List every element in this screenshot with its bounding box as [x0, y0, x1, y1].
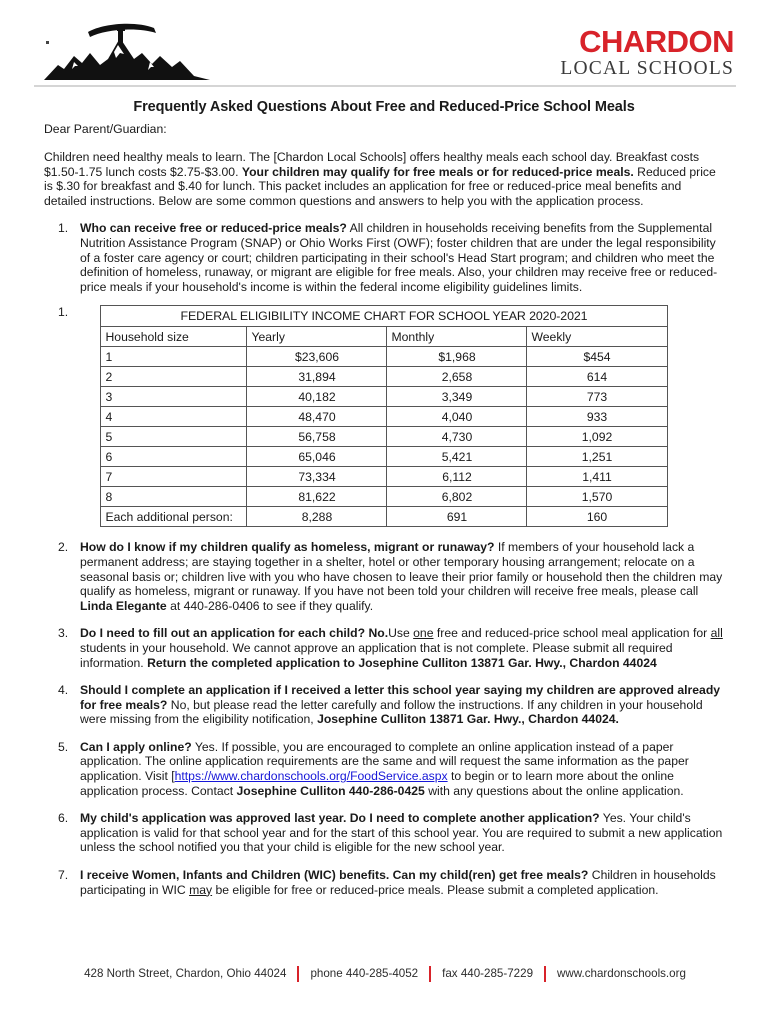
cell-yearly: 40,182 [247, 387, 387, 407]
faq-answer-5b: to begin or to learn more about the online application process. Contact [80, 769, 674, 798]
table-row [101, 407, 667, 427]
table-row [101, 467, 667, 487]
cell-yearly: 48,470 [247, 407, 387, 427]
document-body [0, 99, 770, 897]
cell-weekly: 1,570 [527, 487, 667, 507]
faq-item-2 [44, 540, 724, 613]
footer-fax: fax 440-285-7229 [442, 967, 534, 980]
table-row [101, 507, 667, 527]
cell-weekly: 1,092 [527, 427, 667, 447]
cell-monthly: 691 [387, 507, 527, 527]
faq-answer-3b: free and reduced-price school meal application for [433, 626, 711, 641]
cell-household-size: 3 [101, 387, 247, 407]
table-slot [44, 305, 724, 527]
header-divider [34, 85, 736, 87]
intro-text-1: Children need healthy meals to learn. The [Chardon Local Schools] offers healthy meals each school day. Breakfast costs $1.50-1.75 lunch costs $2.75-$3.00. [44, 150, 700, 179]
faq-contact-address-4: Josephine Culliton 13871 Gar. Hwy., Chardon 44024. [317, 712, 619, 727]
footer-contact-bar [84, 966, 686, 982]
cell-yearly: 81,622 [247, 487, 387, 507]
faq-answer-6: Yes. Your child's application is valid for that school year and for the start of this school year. You are required to submit a new application unless the school notified you that your child is eligible for the new school year. [80, 811, 723, 855]
cell-weekly: 933 [527, 407, 667, 427]
table-row [101, 487, 667, 507]
footer-website[interactable]: www.chardonschools.org [557, 967, 686, 980]
faq-question-1: Who can receive free or reduced-price meals? [80, 221, 347, 236]
cell-household-size: 4 [101, 407, 247, 427]
table-caption: FEDERAL ELIGIBILITY INCOME CHART FOR SCHOOL YEAR 2020-2021 [101, 306, 667, 327]
faq-answer-4a: No, but please read the letter carefully and follow the instructions. If any children in your household were missing from the eligibility notification, [80, 697, 703, 727]
cell-weekly: 160 [527, 507, 667, 527]
table-row [101, 447, 667, 467]
cell-yearly: 31,894 [247, 367, 387, 387]
faq-item-1 [44, 221, 724, 294]
cell-household-size: Each additional person: [101, 507, 247, 527]
salutation: Dear Parent/Guardian: [44, 122, 167, 136]
faq-answer-3c: students in your household. We cannot approve an application that is not complete. Please submit all required information. [80, 640, 673, 670]
cell-monthly: 6,802 [387, 487, 527, 507]
cell-monthly: 3,349 [387, 387, 527, 407]
table-row [101, 347, 667, 367]
faq-item-3 [44, 626, 724, 670]
column-header-household-size: Household size [101, 327, 247, 347]
cell-yearly: 73,334 [247, 467, 387, 487]
faq-item-7 [44, 868, 724, 897]
faq-underline-one: one [413, 626, 434, 641]
cell-household-size: 2 [101, 367, 247, 387]
footer-phone: phone 440-285-4052 [310, 967, 419, 980]
table-header-row [101, 327, 667, 347]
cell-household-size: 5 [101, 427, 247, 447]
cell-household-size: 6 [101, 447, 247, 467]
faq-answer-5c: with any questions about the online application. [424, 783, 684, 798]
faq-contact-name-2: Linda Elegante [80, 598, 167, 613]
cell-monthly: 5,421 [387, 447, 527, 467]
cell-weekly: 773 [527, 387, 667, 407]
footer-address: 428 North Street, Chardon, Ohio 44024 [84, 967, 287, 980]
page-footer [0, 964, 770, 982]
cell-yearly: 8,288 [247, 507, 387, 527]
faq-question-2: How do I know if my children qualify as homeless, migrant or runaway? [80, 540, 495, 555]
cell-monthly: $1,968 [387, 347, 527, 367]
faq-question-7: I receive Women, Infants and Children (WIC) benefits. Can my child(ren) get free meals? [80, 868, 589, 883]
cell-monthly: 4,040 [387, 407, 527, 427]
faq-item-4 [44, 683, 724, 727]
table-row [101, 367, 667, 387]
cell-weekly: 1,251 [527, 447, 667, 467]
faq-question-4: Should I complete an application if I received a letter this school year saying my children are approved already for free meals? [80, 683, 721, 712]
column-header-yearly: Yearly [247, 327, 387, 347]
cell-weekly: 1,411 [527, 467, 667, 487]
table-row [101, 387, 667, 407]
faq-question-3: Do I need to fill out an application for each child? No. [80, 626, 389, 641]
cell-yearly: $23,606 [247, 347, 387, 367]
brand-lockup [560, 26, 734, 79]
column-header-weekly: Weekly [527, 327, 667, 347]
eligibility-table-wrapper [44, 305, 724, 527]
faq-return-address-3: Return the completed application to Josephine Culliton 13871 Gar. Hwy., Chardon 44024 [147, 655, 657, 670]
faq-item-6 [44, 811, 724, 855]
intro-text-2: Reduced price is $.30 for breakfast and $.40 for lunch. This packet includes an application for free or reduced-price meal benefits and detailed instructions. Below are some common questions and answers to help you with the application process. [44, 164, 716, 208]
cell-weekly: 614 [527, 367, 667, 387]
faq-answer-2a: If members of your household lack a permanent address; are staying together in a shelter, hotel or other temporary housing arrangement; relocate on a seasonal basis or; children live with you who have chosen to leave their prior family or household then the children may qualify as homeless, migrant or runaway. If you have not been told your children will receive free meals, please call [80, 540, 723, 599]
cell-monthly: 4,730 [387, 427, 527, 447]
brand-name: CHARDON [579, 24, 734, 59]
cell-monthly: 6,112 [387, 467, 527, 487]
table-caption-row [101, 306, 667, 327]
faq-question-6: My child's application was approved last year. Do I need to complete another application? [80, 811, 600, 826]
faq-answer-3a: Use [388, 626, 414, 641]
column-header-monthly: Monthly [387, 327, 527, 347]
cell-household-size: 7 [101, 467, 247, 487]
foodservice-application-link[interactable]: https://www.chardonschools.org/FoodService.aspx [174, 769, 448, 784]
cell-weekly: $454 [527, 347, 667, 367]
page-title: Frequently Asked Questions About Free and Reduced-Price School Meals [133, 99, 635, 115]
page-header [0, 0, 770, 86]
cell-yearly: 56,758 [247, 427, 387, 447]
cell-yearly: 65,046 [247, 447, 387, 467]
faq-answer-5a: Yes. If possible, you are encouraged to complete an online application instead of a paper application. The online application requirements are the same and will request the same information as the paper application. Visit [ [80, 739, 689, 784]
table-row [101, 427, 667, 447]
brand-tagline: LOCAL SCHOOLS [560, 58, 734, 79]
cell-monthly: 2,658 [387, 367, 527, 387]
faq-list [44, 221, 724, 897]
faq-answer-2b: at 440-286-0406 to see if they qualify. [166, 598, 374, 613]
cell-household-size: 8 [101, 487, 247, 507]
cell-household-size: 1 [101, 347, 247, 367]
faq-underline-all: all [710, 626, 723, 641]
faq-answer-1: All children in households receiving benefits from the Supplemental Nutrition Assistance Program (SNAP) or Ohio Works First (OWF); foster children that are under the legal responsibility of a foster care agency or court; children participating in their school's Head Start program; and children who meet the definition of homeless, runaway, or migrant are eligible for free meals. Also, your children may receive free or reduced-price meals if your household's income is within the federal income eligibility guidelines limits. [80, 221, 718, 294]
mountain-pickaxe-logo [44, 18, 210, 80]
federal-eligibility-income-table [100, 305, 667, 527]
faq-answer-7b: be eligible for free or reduced-price meals. Please submit a completed application. [212, 882, 659, 897]
faq-answer-7a: Children in households participating in WIC [80, 868, 716, 897]
faq-contact-5: Josephine Culliton 440-286-0425 [236, 783, 425, 798]
intro-paragraph [44, 150, 724, 208]
faq-item-5 [44, 740, 724, 798]
faq-question-5: Can I apply online? [80, 739, 192, 754]
faq-underline-may: may [189, 882, 213, 897]
intro-bold-1: Your children may qualify for free meals or for reduced-price meals. [241, 164, 634, 179]
